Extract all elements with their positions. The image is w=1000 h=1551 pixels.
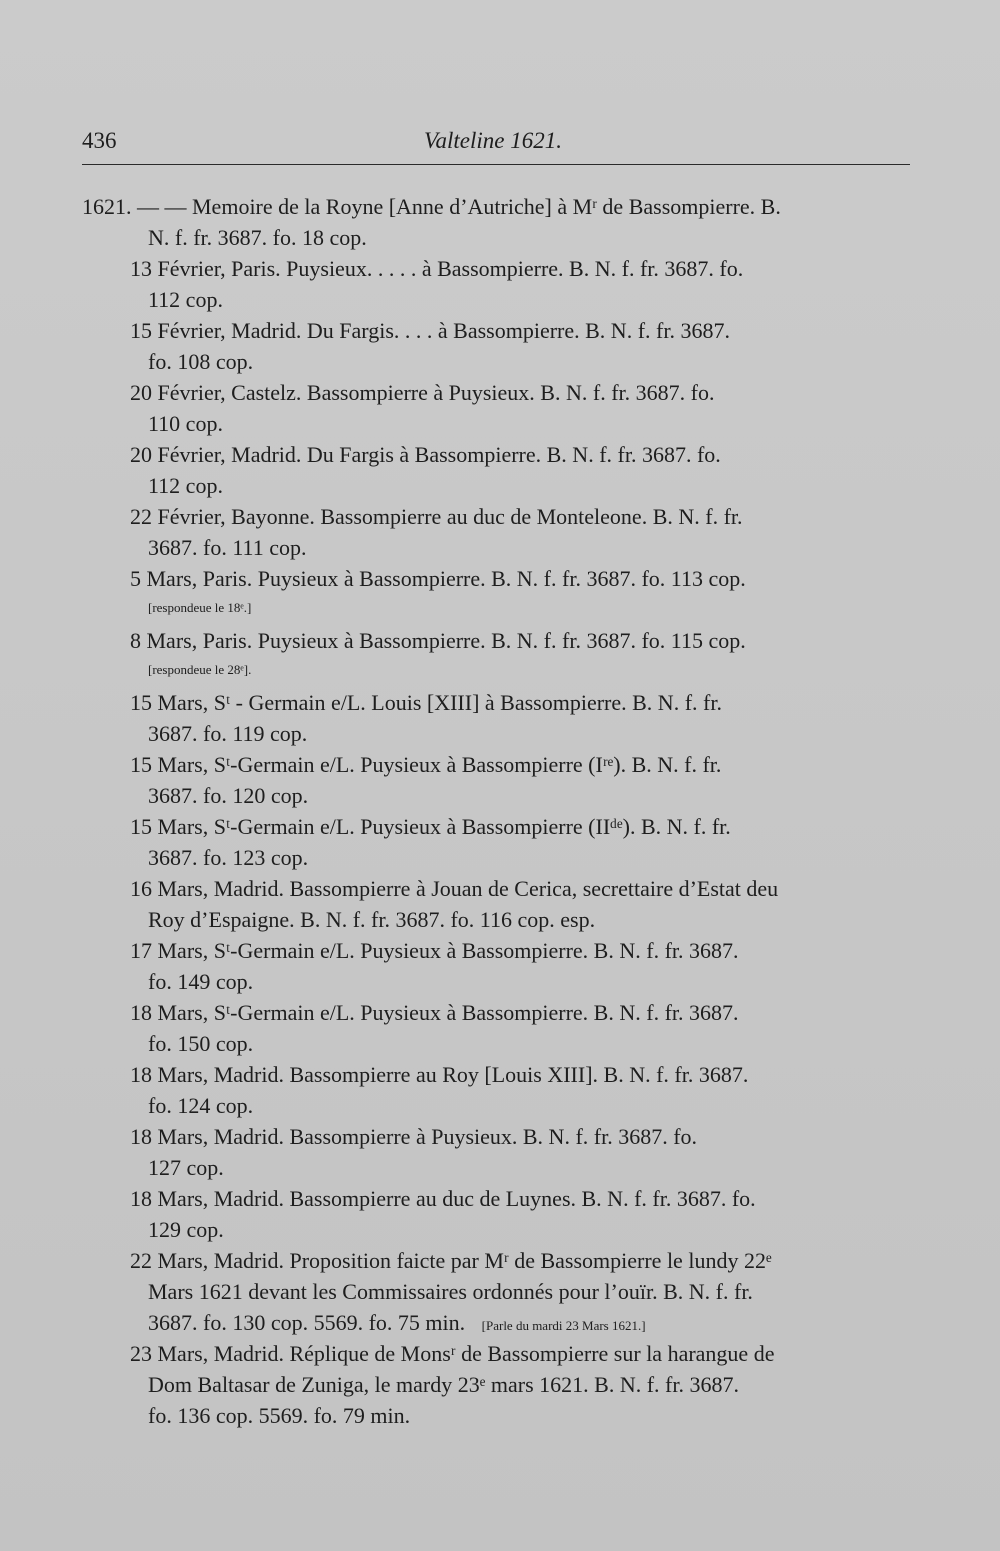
entry-line: 15 Mars, Sᵗ - Germain e/L. Louis [XIII] à Bassompierre. B. N. f. fr. (130, 690, 722, 715)
entry-line: N. f. fr. 3687. fo. 18 cop. (148, 225, 367, 250)
list-item (82, 188, 922, 250)
entry-list (82, 188, 922, 1428)
entry-line: 23 Mars, Madrid. Réplique de Monsʳ de Bassompierre sur la harangue de (130, 1341, 775, 1366)
page-header (82, 128, 910, 164)
list-item (82, 250, 922, 312)
entry-note: [respondeue le 18ᵉ.] (148, 600, 252, 615)
entry-line: 20 Février, Castelz. Bassompierre à Puysieux. B. N. f. fr. 3687. fo. (130, 380, 715, 405)
list-item (82, 1242, 922, 1335)
entry-line: 15 Mars, Sᵗ-Germain e/L. Puysieux à Bassompierre (IIᵈᵉ). B. N. f. fr. (130, 814, 731, 839)
entry-line: 112 cop. (148, 473, 223, 498)
entry-line: 15 Février, Madrid. Du Fargis. . . . à Bassompierre. B. N. f. fr. 3687. (130, 318, 730, 343)
entry-line: 18 Mars, Sᵗ-Germain e/L. Puysieux à Bassompierre. B. N. f. fr. 3687. (130, 1000, 739, 1025)
entry-line: 3687. fo. 120 cop. (148, 783, 309, 808)
list-item (82, 870, 922, 932)
list-item (82, 374, 922, 436)
entry-reference: 3687. fo. 130 cop. 5569. fo. 75 min. (148, 1310, 466, 1335)
list-item (82, 1056, 922, 1118)
entry-line: 18 Mars, Madrid. Bassompierre au Roy [Louis XIII]. B. N. f. fr. 3687. (130, 1062, 749, 1087)
running-title: Valteline 1621. (424, 128, 562, 153)
entry-line: 15 Mars, Sᵗ-Germain e/L. Puysieux à Bassompierre (Iʳᵉ). B. N. f. fr. (130, 752, 722, 777)
entry-line: 127 cop. (148, 1155, 224, 1180)
list-item (82, 1180, 922, 1242)
entry-line: 17 Mars, Sᵗ-Germain e/L. Puysieux à Bassompierre. B. N. f. fr. 3687. (130, 938, 739, 963)
entry-line (148, 1310, 646, 1336)
entry-line: 18 Mars, Madrid. Bassompierre à Puysieux. B. N. f. fr. 3687. fo. (130, 1124, 698, 1149)
header-rule (82, 164, 910, 165)
list-item (82, 808, 922, 870)
entry-line: 22 Mars, Madrid. Proposition faicte par Mʳ de Bassompierre le lundy 22ᵉ (130, 1248, 772, 1273)
list-item (82, 560, 922, 622)
list-item (82, 498, 922, 560)
entry-line: Roy d’Espaigne. B. N. f. fr. 3687. fo. 116 cop. esp. (148, 907, 596, 932)
entry-line: 13 Février, Paris. Puysieux. . . . . à Bassompierre. B. N. f. fr. 3687. fo. (130, 256, 744, 281)
list-item (82, 684, 922, 746)
entry-line: fo. 124 cop. (148, 1093, 254, 1118)
entry-line: 112 cop. (148, 287, 223, 312)
entry-line: 110 cop. (148, 411, 223, 436)
entry-line: fo. 150 cop. (148, 1031, 254, 1056)
entry-line: 129 cop. (148, 1217, 224, 1242)
entry-line: 16 Mars, Madrid. Bassompierre à Jouan de Cerica, secrettaire d’Estat deu (130, 876, 779, 901)
entry-line: 18 Mars, Madrid. Bassompierre au duc de Luynes. B. N. f. fr. 3687. fo. (130, 1186, 756, 1211)
entry-note: [Parle du mardi 23 Mars 1621.] (481, 1318, 646, 1333)
entry-line: 1621. — — Memoire de la Royne [Anne d’Autriche] à Mʳ de Bassompierre. B. (82, 194, 781, 219)
entry-line: 3687. fo. 119 cop. (148, 721, 308, 746)
list-item (82, 1118, 922, 1180)
list-item (82, 746, 922, 808)
entry-line: Dom Baltasar de Zuniga, le mardy 23ᵉ mars 1621. B. N. f. fr. 3687. (148, 1372, 739, 1397)
list-item (82, 436, 922, 498)
list-item (82, 994, 922, 1056)
entry-line: fo. 149 cop. (148, 969, 254, 994)
entry-line: Mars 1621 devant les Commissaires ordonnés pour l’ouïr. B. N. f. fr. (148, 1279, 753, 1304)
list-item (82, 312, 922, 374)
list-item (82, 1335, 922, 1428)
entry-line: 5 Mars, Paris. Puysieux à Bassompierre. B. N. f. fr. 3687. fo. 113 cop. (130, 566, 746, 591)
list-item (82, 932, 922, 994)
entry-line: fo. 108 cop. (148, 349, 254, 374)
entry-line: 20 Février, Madrid. Du Fargis à Bassompierre. B. N. f. fr. 3687. fo. (130, 442, 721, 467)
entry-note: [respondeue le 28ᵉ]. (148, 662, 252, 677)
entry-line: 3687. fo. 123 cop. (148, 845, 309, 870)
entry-line: 8 Mars, Paris. Puysieux à Bassompierre. B. N. f. fr. 3687. fo. 115 cop. (130, 628, 746, 653)
entry-line: 3687. fo. 111 cop. (148, 535, 307, 560)
page-number: 436 (82, 128, 117, 153)
list-item (82, 622, 922, 684)
entry-line: 22 Février, Bayonne. Bassompierre au duc de Monteleone. B. N. f. fr. (130, 504, 743, 529)
entry-line: fo. 136 cop. 5569. fo. 79 min. (148, 1403, 411, 1428)
